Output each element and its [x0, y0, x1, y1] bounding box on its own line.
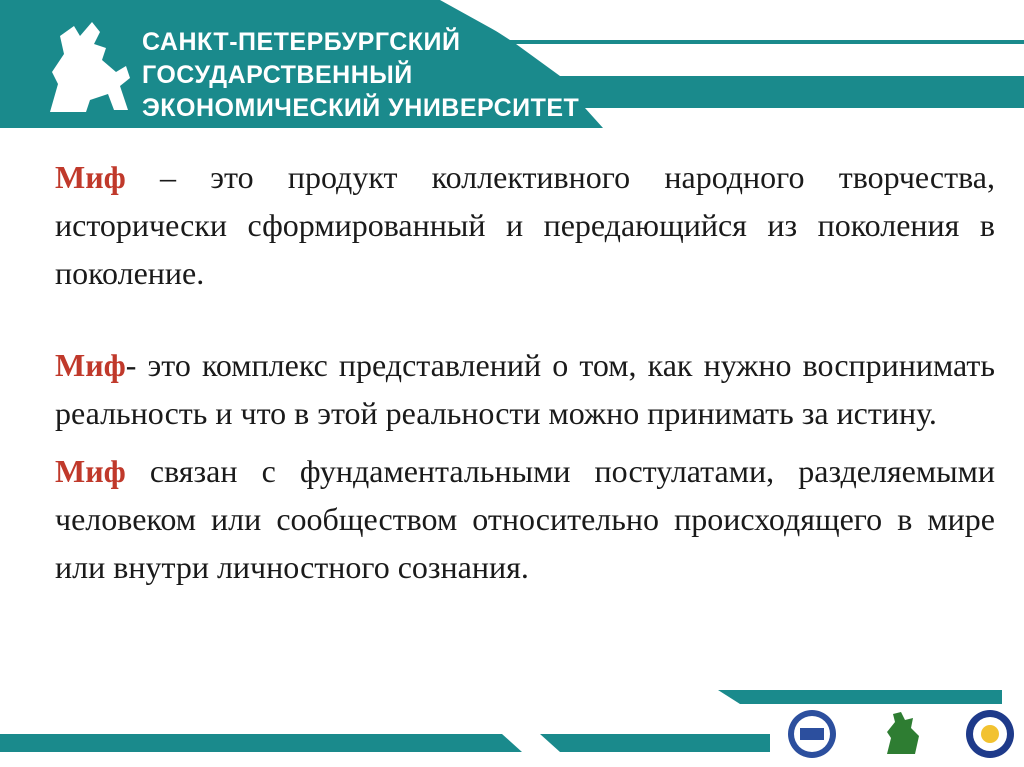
definition-text: – это продукт коллективного народного творчества, исторически сформированный и передающийся из поколения в поколение.	[55, 159, 995, 291]
footer-logos	[786, 706, 1016, 762]
griffin-emblem-icon	[875, 708, 927, 760]
definition-2	[55, 341, 995, 437]
university-name	[142, 26, 579, 125]
round-emblem-icon	[964, 708, 1016, 760]
university-line-1: САНКТ-ПЕТЕРБУРГСКИЙ	[142, 28, 461, 56]
griffin-icon	[30, 14, 140, 124]
definition-text: связан с фундаментальными постулатами, разделяемыми человеком или сообществом относительно происходящего в мире или внутри личностного сознания.	[55, 453, 995, 585]
definition-term: Миф	[55, 453, 126, 489]
definition-1	[55, 153, 995, 297]
definition-3	[55, 447, 995, 591]
slide-content	[55, 153, 995, 591]
definition-term: Миф	[55, 347, 126, 383]
university-line-3: ЭКОНОМИЧЕСКИЙ УНИВЕРСИТЕТ	[142, 94, 580, 122]
definition-text: - это комплекс представлений о том, как нужно воспринимать реальность и что в этой реальности можно принимать за истину.	[55, 347, 995, 431]
university-line-2: ГОСУДАРСТВЕННЫЙ	[142, 61, 413, 89]
partner-emblem-icon	[786, 708, 838, 760]
definition-term: Миф	[55, 159, 126, 195]
header-banner	[0, 0, 1024, 150]
